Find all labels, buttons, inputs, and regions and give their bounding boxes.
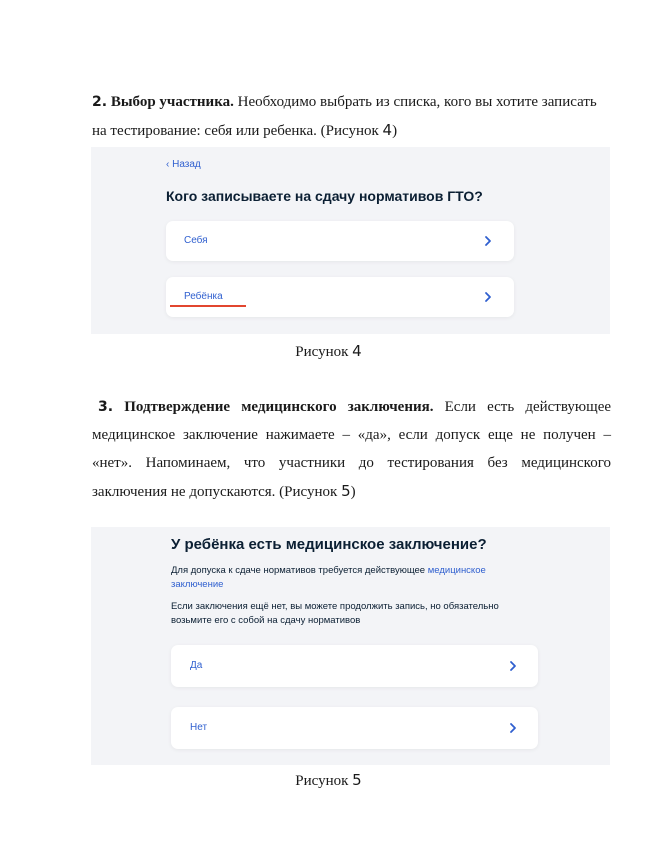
- step3-paragraph: [92, 393, 611, 506]
- med-cert-link-cont[interactable]: заключение: [171, 579, 224, 590]
- step2-text-close: ): [392, 123, 398, 139]
- step3-line4-close: ): [350, 484, 356, 500]
- chevron-right-icon: [482, 235, 494, 247]
- option-no-label: Нет: [190, 722, 208, 733]
- option-yes-label: Да: [190, 660, 203, 671]
- step3-line3: «нет». Напоминаем, что участники до тестирования без медицинского: [92, 455, 611, 471]
- desc2-line2: возьмите его с собой на сдачу нормативов: [171, 615, 361, 626]
- step3-line1-rest: Если есть действующее: [433, 399, 612, 415]
- step2-fig-ref: 4: [382, 121, 393, 139]
- figure4-caption-word: Рисунок: [295, 344, 353, 360]
- option-child[interactable]: [166, 277, 514, 317]
- desc1-text: Для допуска к сдаче нормативов требуется действующее: [171, 565, 428, 576]
- step2-line2: [92, 116, 611, 145]
- figure5-desc1: [171, 564, 531, 592]
- step2-line1: [92, 88, 611, 116]
- figure5-caption-word: Рисунок: [295, 773, 353, 789]
- option-self-label: Себя: [184, 235, 208, 246]
- highlight-underline: [170, 305, 246, 307]
- step3-number: 3.: [98, 399, 114, 415]
- step3-line2: медицинское заключение нажимаете – «да», если допуск еще не получен –: [92, 427, 611, 443]
- figure5-caption: [0, 771, 657, 790]
- step2-text-line2: на тестирование: себя или ребенка. (Рисунок: [92, 123, 383, 139]
- step2-heading: Выбор участника.: [110, 94, 234, 110]
- option-self[interactable]: [166, 221, 514, 261]
- figure5-screenshot: [91, 527, 610, 765]
- step3-fig-ref: 5: [341, 482, 351, 500]
- chevron-right-icon: [507, 722, 519, 734]
- figure4-screenshot: [91, 147, 610, 334]
- chevron-right-icon: [482, 291, 494, 303]
- step2-paragraph: [92, 88, 611, 145]
- figure5-title: У ребёнка есть медицинское заключение?: [171, 536, 487, 553]
- desc2-line1: Если заключения ещё нет, вы можете продолжить запись, но обязательно: [171, 601, 499, 612]
- chevron-right-icon: [507, 660, 519, 672]
- figure5-caption-num: 5: [352, 771, 362, 789]
- back-link[interactable]: ‹ Назад: [166, 159, 201, 170]
- figure5-desc2: [171, 600, 551, 628]
- step3-line4: [92, 477, 611, 506]
- step2-number: 2.: [92, 94, 108, 110]
- med-cert-link[interactable]: медицинское: [427, 565, 486, 576]
- step3-line4-text: заключения не допускаются. (Рисунок: [92, 484, 342, 500]
- step3-heading: Подтверждение медицинского заключения.: [124, 399, 434, 415]
- figure4-caption: [0, 342, 657, 361]
- option-child-label: Ребёнка: [184, 291, 223, 302]
- step3-line1: [92, 393, 611, 421]
- figure4-caption-num: 4: [352, 342, 362, 360]
- option-no[interactable]: [171, 707, 538, 749]
- option-yes[interactable]: [171, 645, 538, 687]
- step2-text-line1: Необходимо выбрать из списка, кого вы хотите записать: [233, 94, 597, 110]
- figure4-title: Кого записываете на сдачу нормативов ГТО?: [166, 188, 483, 204]
